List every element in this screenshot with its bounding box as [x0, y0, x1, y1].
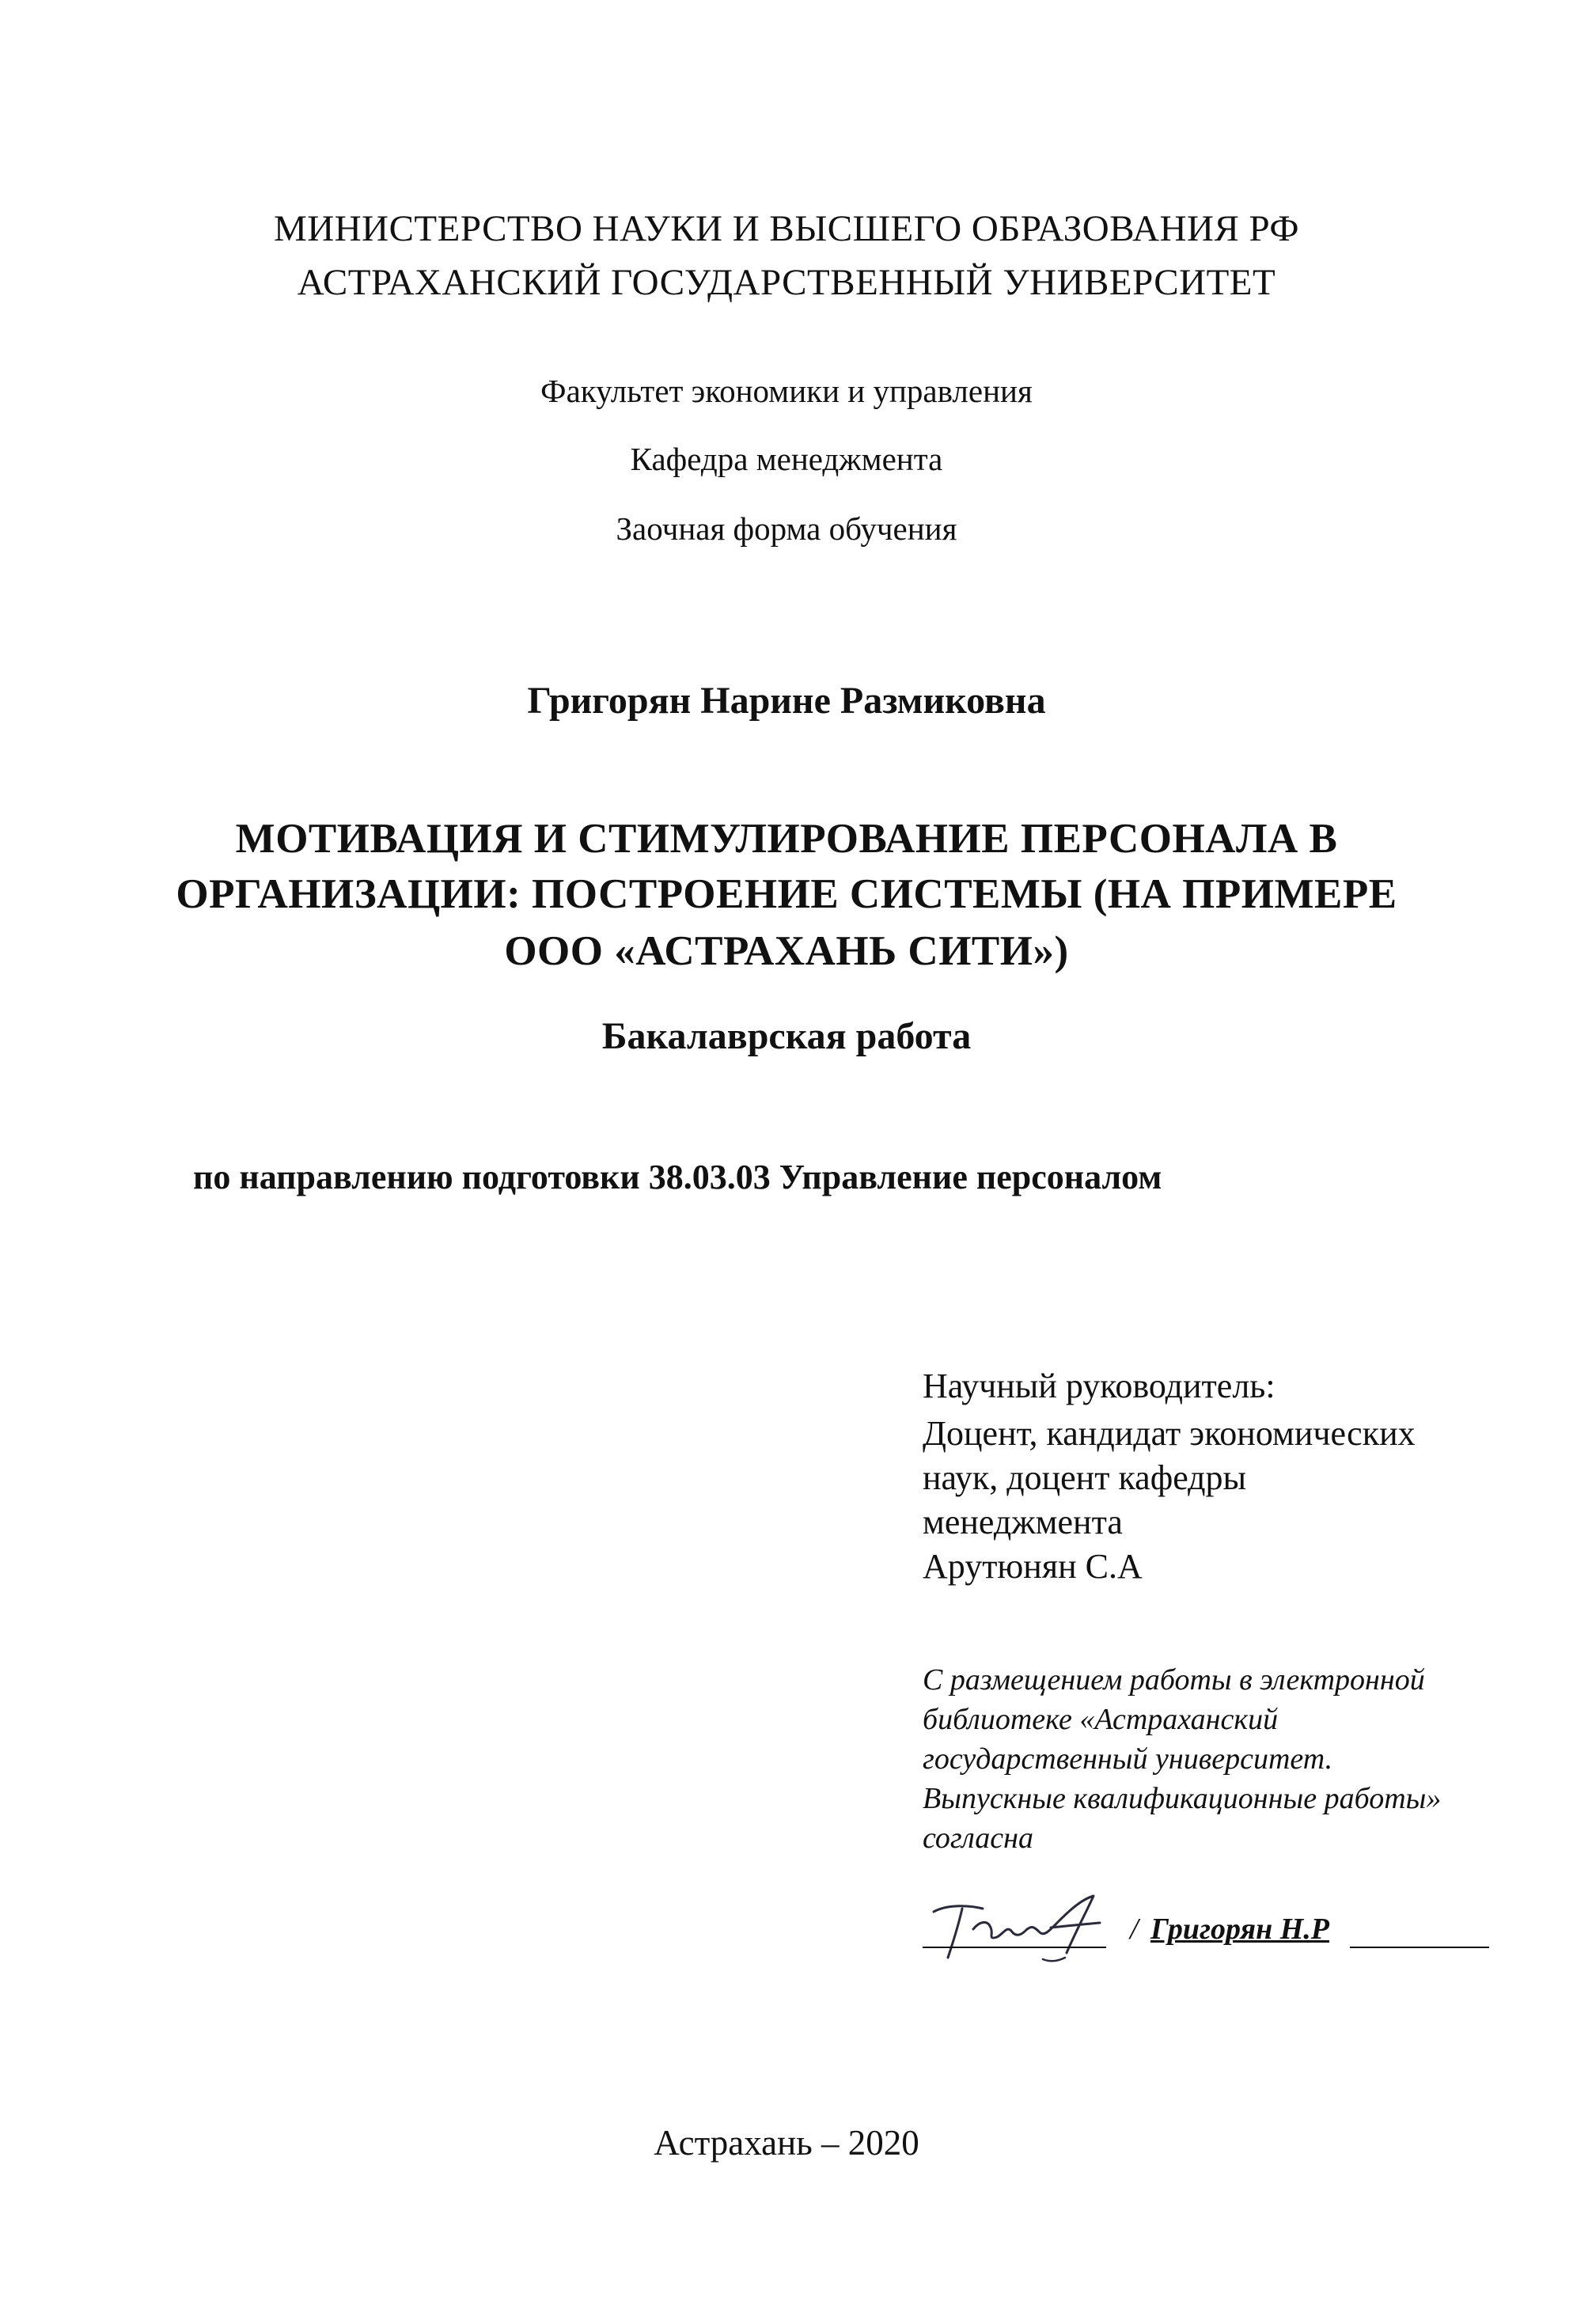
work-title-line-1: МОТИВАЦИЯ И СТИМУЛИРОВАНИЕ ПЕРСОНАЛА В — [235, 816, 1338, 862]
author-name: Григорян Нарине Размиковна — [527, 680, 1046, 722]
work-title-line-3: ООО «АСТРАХАНЬ СИТИ») — [504, 928, 1069, 974]
name-underline — [1350, 1947, 1489, 1948]
supervisor-line-3: менеджмента — [923, 1503, 1123, 1541]
signature-line — [923, 1912, 1492, 1950]
university-heading: АСТРАХАНСКИЙ ГОСУДАРСТВЕННЫЙ УНИВЕРСИТЕТ — [297, 262, 1276, 303]
department-line: Кафедра менеджмента — [630, 441, 943, 477]
consent-line-3: государственный университет. — [923, 1742, 1333, 1776]
study-direction: по направлению подготовки 38.03.03 Управление персоналом — [193, 1158, 1162, 1196]
work-title-line-2: ОРГАНИЗАЦИИ: ПОСТРОЕНИЕ СИСТЕМЫ (НА ПРИМЕРЕ — [176, 871, 1397, 917]
consent-line-4: Выпускные квалификационные работы» — [923, 1782, 1442, 1815]
consent-line-1: С размещением работы в электронной — [923, 1663, 1425, 1697]
city-year: Астрахань – 2020 — [654, 2123, 919, 2163]
consent-line-5: согласна — [923, 1822, 1033, 1855]
supervisor-label: Научный руководитель: — [923, 1367, 1275, 1405]
supervisor-line-2: наук, доцент кафедры — [923, 1458, 1247, 1497]
signature-name: Григорян Н.Р — [1150, 1913, 1329, 1946]
study-form-line: Заочная форма обучения — [616, 510, 957, 547]
faculty-line: Факультет экономики и управления — [540, 373, 1033, 409]
signature-separator: / — [1130, 1913, 1139, 1946]
consent-line-2: библиотеке «Астраханский — [923, 1703, 1279, 1736]
work-type: Бакалаврская работа — [601, 1015, 972, 1057]
supervisor-line-1: Доцент, кандидат экономических — [923, 1414, 1416, 1453]
ministry-heading: МИНИСТЕРСТВО НАУКИ И ВЫСШЕГО ОБРАЗОВАНИЯ РФ — [273, 208, 1300, 249]
supervisor-name: Арутюнян С.А — [923, 1547, 1143, 1586]
signature-underline — [923, 1947, 1106, 1948]
